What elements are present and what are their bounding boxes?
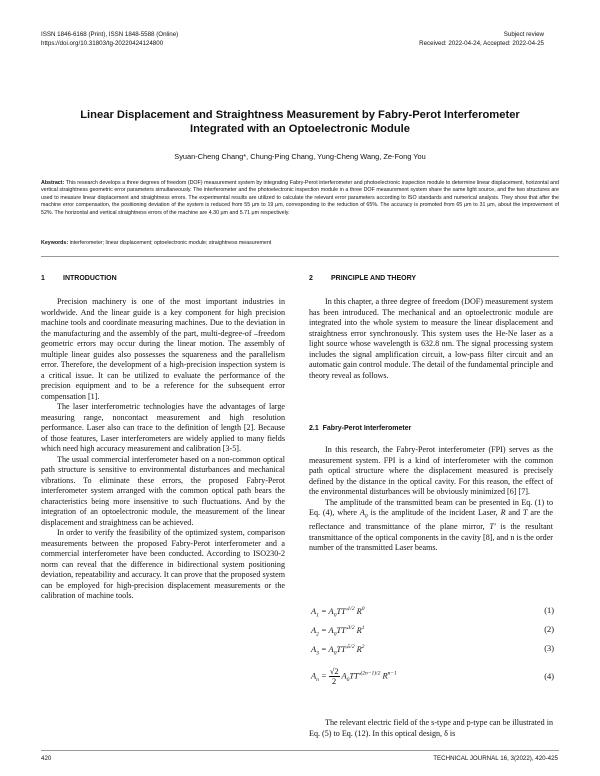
equation-2: $A_2 = A_0TT'^{3/2}$ $R^1$ (2)	[311, 625, 554, 638]
authors: Syuan-Cheng Chang*, Chung-Ping Chang, Yung-Cheng Wang, Ze-Fong You	[174, 152, 426, 161]
keywords-label: Keywords:	[41, 240, 69, 246]
fraction: $\frac{√2}{2}$	[329, 667, 339, 686]
keywords-text: interferometer; linear displacement; optoelectronic module; straightness measurement	[68, 240, 272, 246]
paragraph: The laser interferometric technologies have the advantages of large measuring range, noncontact measurement and high resolution performance. Laser also can trace to the definition of length [2]. Because of those features, Laser interferometers are widely applied to many fields which need high accuracy measurement and calibration [3-5].	[41, 402, 285, 453]
text-run: is the amplitude of the incident Laser,	[367, 508, 501, 517]
paragraph: The relevant electric field of the s-type and p-type can be illustrated in Eq. (5) to Eq. (12). In this optical design, δ is	[309, 718, 553, 738]
text-run: and	[505, 508, 523, 517]
subsection-heading-fpi	[309, 425, 411, 432]
equation-number: (2)	[544, 625, 554, 634]
footer-divider	[41, 750, 559, 751]
paragraph	[309, 498, 553, 554]
equation-number: (4)	[544, 672, 554, 681]
paragraph: The usual commercial interferometer based on a non-common optical path structure is sensitive to environmental disturbances and mechanical vibrations. To eliminate these errors, the proposed Fabry-Perot interferometer system arranged with the common optical path bears the characteristics being more insensitive to such fluctuations. And by the integration of an optoelectronic module, the measurement of the linear displacement and straightness can be achieved.	[41, 454, 285, 527]
dates: Received: 2022-04-24, Accepted: 2022-04-25	[419, 40, 544, 47]
article-type: Subject review	[503, 31, 544, 38]
fpi-body	[309, 445, 553, 554]
keywords	[41, 240, 559, 246]
paper-title: Linear Displacement and Straightness Measurement by Fabry-Perot Interferometer Integrated with an Optoelectronic Module	[80, 109, 520, 135]
section-title: INTRODUCTION	[63, 275, 117, 282]
equation-3: $A_3 = A_0TT'^{5/2}$ $R^2$ (3)	[311, 644, 554, 657]
text-run: are the reflectance and transmittance of the plane mirror,	[309, 508, 553, 532]
symbol: T'	[489, 522, 496, 532]
intro-body	[41, 297, 285, 602]
paragraph: In this research, the Fabry-Perot interferometer (FPI) serves as the measurement system. FPI is a kind of interferometer with the common path optical structure where the displacement measured is precisely defined by the distance in the optical cavity. For this reason, the effect of the environmental disturbances will be obviously minimized [6] [7].	[309, 445, 553, 496]
equation-4: $A_n$ = $\frac{√2}{2}$ $A_0TT'^{(2n-1)/2}$ $R^{n-1}$ (4)	[311, 667, 554, 686]
page-number: 420	[41, 755, 52, 762]
symbol: $A_0$	[359, 508, 368, 520]
paragraph: In this chapter, a three degree of freedom (DOF) measurement system has been introduced. The mechanical and an optoelectronic module are integrated into the whole system to measure the linear displacement and straightness error synchronously. This system uses the He-Ne laser as a light source whose wavelength is 632.8 nm. The signal processing system includes the signal amplification circuit, a low-pass filter circuit and an automatic gain control module. The detail of the fundamental principle and theory reveal as follows.	[309, 297, 553, 380]
divider	[41, 256, 559, 257]
header-left	[41, 30, 178, 48]
section-heading-principle	[309, 275, 416, 282]
section-number: 2	[309, 275, 313, 282]
equation-1: $A_1 = A_0TT'^{1/2}$ $R^0$ (1)	[311, 606, 554, 619]
text-run: The amplitude of the transmitted beam can be presented in Eq. (1) to Eq. (4), where	[309, 497, 553, 517]
subsection-title: Fabry-Perot Interferometer	[322, 425, 412, 432]
symbol: T	[522, 508, 528, 517]
subsection-number: 2.1	[309, 425, 319, 432]
journal-citation: TECHNICAL JOURNAL 16, 3(2022), 420-425	[433, 755, 558, 762]
section-number: 1	[41, 275, 45, 282]
equation-number: (3)	[544, 644, 554, 653]
text-run: is the resultant transmittance of the optical components in the cavity [8], and n is the order number of the transmitted Laser beams.	[309, 522, 553, 553]
doi-link[interactable]: https://doi.org/10.31803/tg-20220424124800	[41, 40, 164, 47]
abstract-label: Abstract:	[41, 180, 65, 186]
principle-body	[309, 297, 553, 381]
section-heading-introduction	[41, 275, 117, 282]
abstract-text: This research develops a three degrees of freedom (DOF) measurement system by integrating Fabry-Perot interferometer and photoelectronic inspection module to determine linear displacement, horizontal and vertical straightness geometric error parameters simultaneously. The interferometer and the photoelectronic inspection module in a three DOF measurement system share the same light source, and the two structures are used to measure linear displacement and straightness errors. The experimental results are utilized to calculate the relevant error parameters according to ISO standards and numerical analysis. They show that after the machine error compensation, the positioning deviation of the system is reduced from 55 μm to 19 μm, corresponding to the reduction of 65%. The accuracy is promoted from 65 μm to 31 μm, about the improvement of 52%. The horizontal and vertical straightness errors of the machine are 4.30 μm and 5.71 μm respectively.	[41, 180, 559, 216]
electric-field-body	[309, 718, 553, 739]
equation-number: (1)	[544, 606, 554, 615]
section-title: PRINCIPLE AND THEORY	[331, 275, 417, 282]
header-right	[419, 30, 544, 48]
paragraph: Precision machinery is one of the most important industries in worldwide. And the linear guide is a key component for high precision machine tools and coordinate measuring machines. Due to the deviation in the manufacturing and the assembly of the part, multi-degree-of –freedom geometric errors may occur during the linear motion. The assembly of multiple linear guides also possesses the squareness and the parallelism error. Therefore, the development of a high-precision inspection system is a critical issue. It can be utilized to evaluate the performance of the precision equipment and to be a reference for the subsequent error compensation [1].	[41, 297, 285, 401]
equations	[309, 603, 554, 688]
symbol: R	[500, 508, 506, 517]
paragraph: In order to verify the feasibility of the optimized system, comparison measurements between the proposed Fabry-Perot interferometer and a commercial interferometer have been conducted. According to ISO230-2 norm can reveal that the difference in bidirectional system positioning deviation, repeatability and accuracy. It can prove that the proposed system can be employed for high-precision displacement measurements or the calibration of machine tools.	[41, 528, 285, 600]
issn-line: ISSN 1846-6168 (Print), ISSN 1848-5588 (Online)	[41, 31, 179, 38]
abstract	[41, 180, 559, 217]
